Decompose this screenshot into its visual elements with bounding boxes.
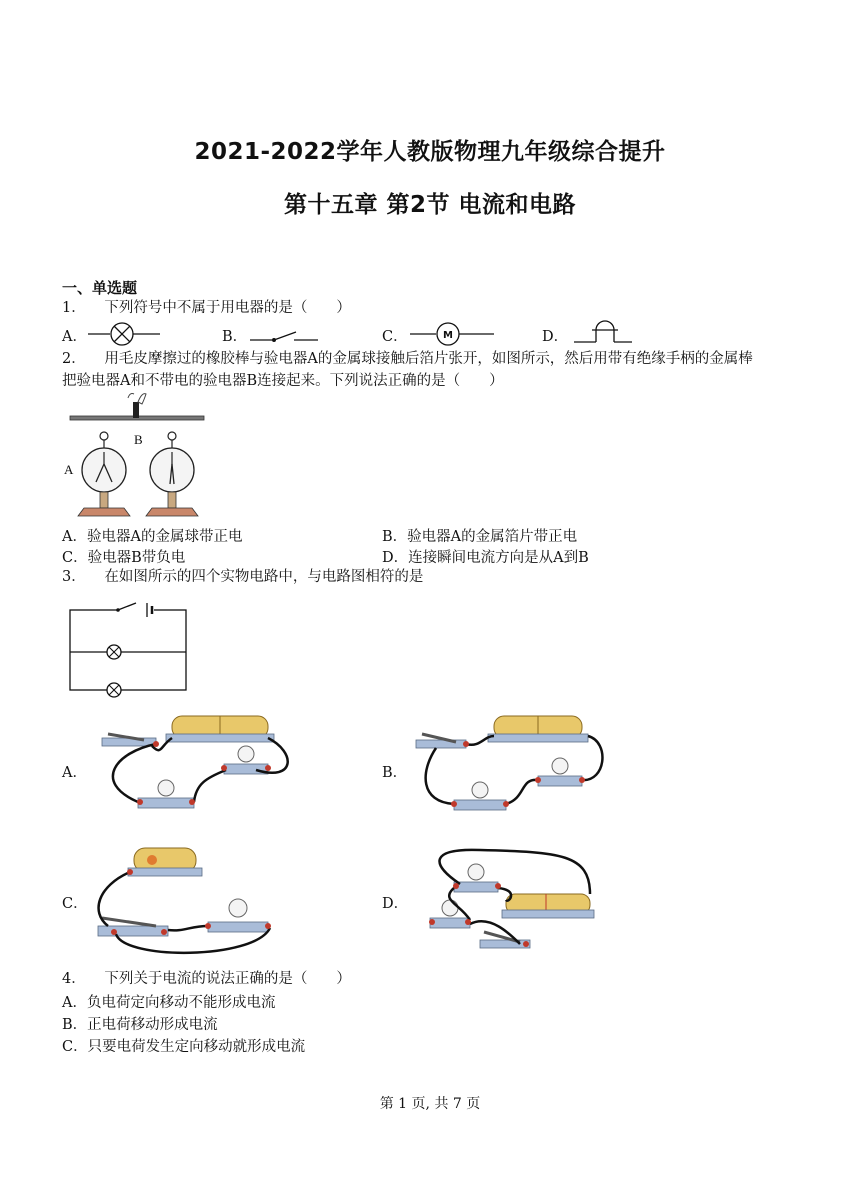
section-heading: 一、单选题 bbox=[62, 279, 138, 297]
document-subtitle: 第十五章 第2节 电流和电路 bbox=[283, 192, 577, 218]
q3-option-a-label: A． bbox=[62, 765, 87, 781]
electroscope-a bbox=[78, 432, 130, 516]
question-number: 1． bbox=[62, 300, 86, 316]
question-number: 2． bbox=[62, 351, 86, 367]
question-1 bbox=[62, 298, 351, 318]
q4-option-b: B．正电荷移动形成电流 bbox=[62, 1017, 218, 1033]
document-title: 2021-2022学年人教版物理九年级综合提升 bbox=[194, 139, 666, 165]
q2-option-a: A．验电器A的金属球带正电 bbox=[62, 529, 243, 545]
q3-option-c-label: C． bbox=[62, 896, 88, 912]
q1-option-c-label: C． bbox=[382, 329, 408, 345]
circuit-photo-a bbox=[96, 712, 296, 824]
motor-icon bbox=[410, 322, 496, 346]
question-text: 在如图所示的四个实物电路中，与电路图相符的是 bbox=[104, 569, 424, 585]
question-4 bbox=[62, 969, 351, 989]
lamp-icon bbox=[88, 322, 164, 346]
q3-option-d-label: D． bbox=[382, 896, 409, 912]
q4-option-c: C．只要电荷发生定向移动就形成电流 bbox=[62, 1039, 306, 1055]
figure-label-a: A bbox=[64, 462, 74, 477]
q1-option-a-label: A． bbox=[62, 329, 87, 345]
bell-icon bbox=[570, 318, 634, 346]
q4-option-a: A．负电荷定向移动不能形成电流 bbox=[62, 995, 276, 1011]
q1-option-d-label: D． bbox=[542, 329, 569, 345]
q2-option-c: C．验电器B带负电 bbox=[62, 550, 186, 566]
circuit-photo-c bbox=[94, 842, 280, 960]
q2-option-b: B．验电器A的金属箔片带正电 bbox=[382, 529, 578, 545]
question-2-line2: 把验电器A和不带电的验电器B连接起来。下列说法正确的是（ ） bbox=[62, 373, 504, 389]
question-text: 下列符号中不属于用电器的是（ ） bbox=[104, 300, 351, 316]
question-2 bbox=[62, 349, 842, 369]
question-text-line1: 用毛皮摩擦过的橡胶棒与验电器A的金属球接触后箔片张开，如图所示，然后用带有绝缘手柄的金属棒 bbox=[104, 351, 753, 367]
q3-option-b-label: B． bbox=[382, 765, 408, 781]
circuit-photo-d bbox=[420, 844, 606, 954]
circuit-diagram bbox=[68, 602, 190, 694]
circuit-photo-b bbox=[410, 712, 610, 824]
q1-option-b-label: B． bbox=[222, 329, 248, 345]
motor-letter: M bbox=[443, 330, 453, 341]
question-3 bbox=[62, 567, 423, 587]
question-text: 下列关于电流的说法正确的是（ ） bbox=[104, 971, 351, 987]
q2-option-d: D．连接瞬间电流方向是从A到B bbox=[382, 550, 589, 566]
question-number: 3． bbox=[62, 569, 86, 585]
switch-icon bbox=[250, 322, 320, 346]
page-footer: 第 1 页, 共 7 页 bbox=[379, 1096, 481, 1112]
electroscope-figure bbox=[62, 388, 212, 523]
question-number: 4． bbox=[62, 971, 86, 987]
figure-label-b: B bbox=[134, 432, 143, 447]
electroscope-b bbox=[146, 432, 198, 516]
